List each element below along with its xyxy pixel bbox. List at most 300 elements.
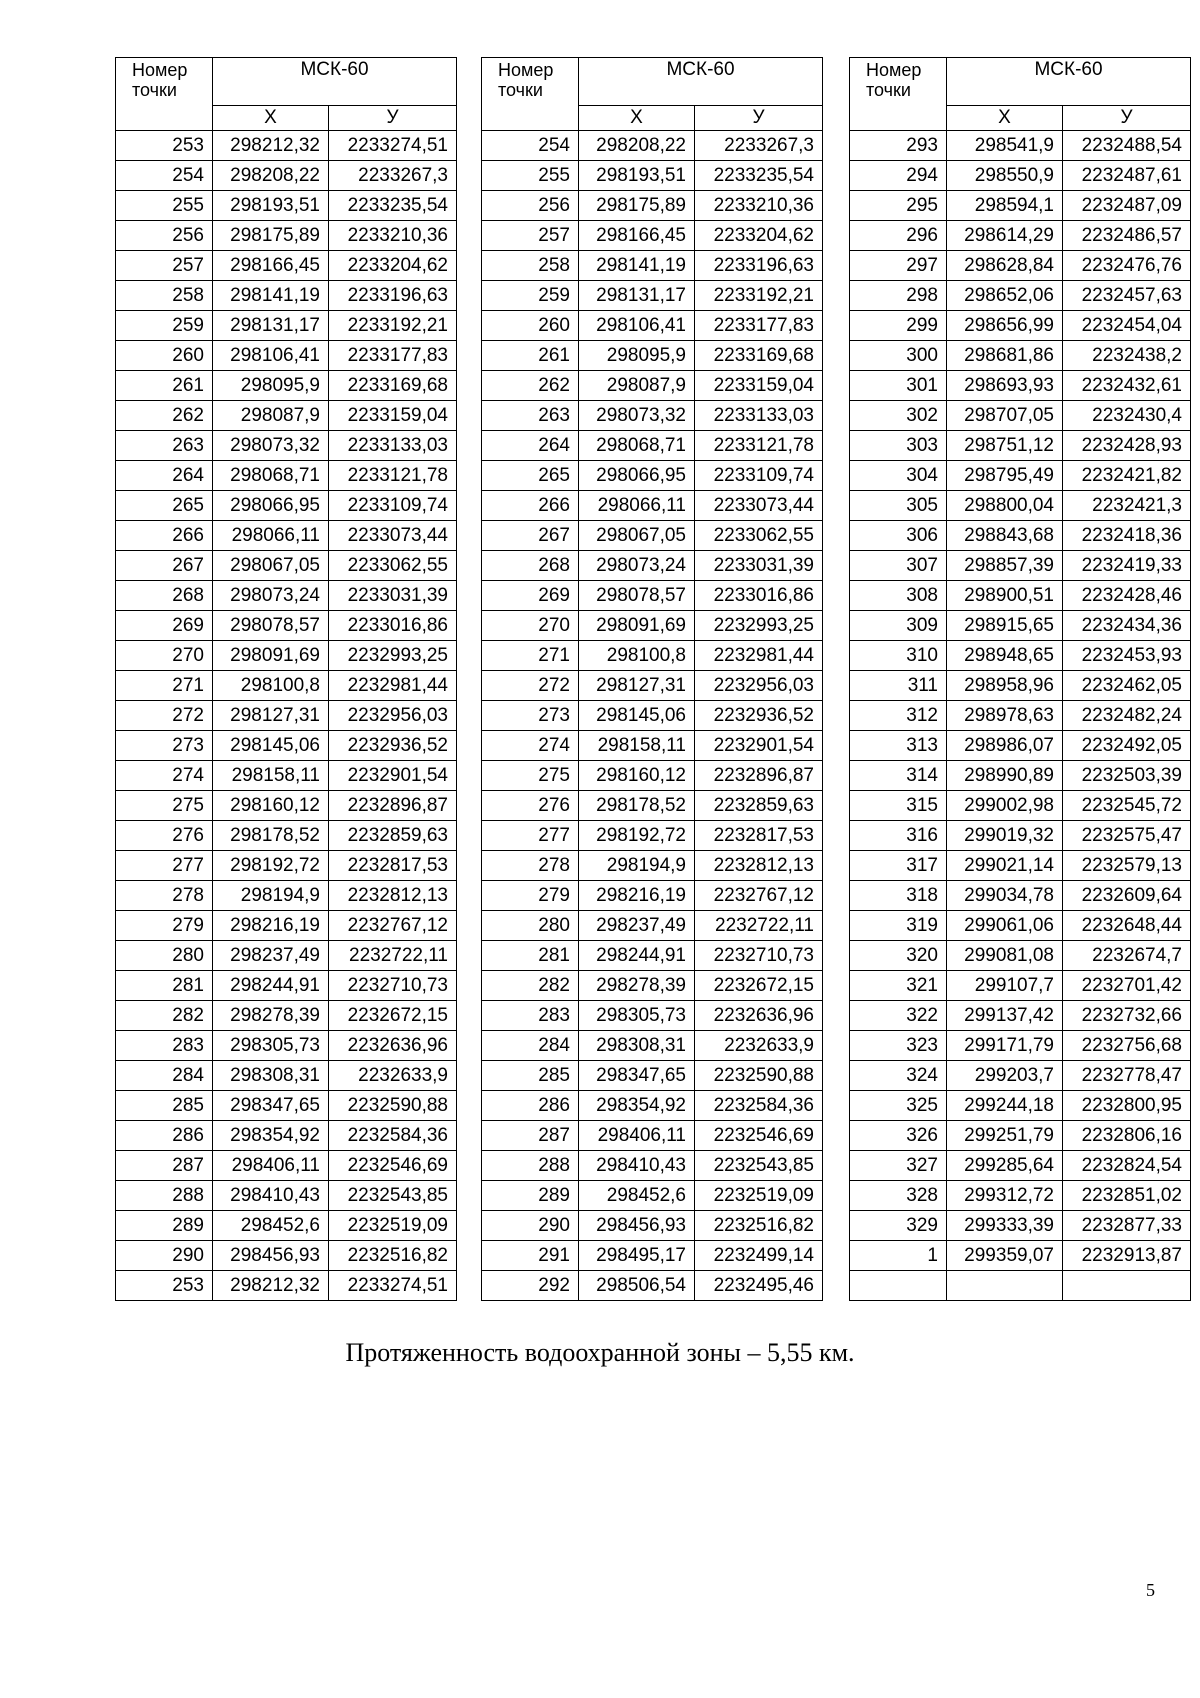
x-coordinate-cell: 298131,17 [213,311,329,341]
y-coordinate-cell: 2233210,36 [329,221,457,251]
table-row [850,1031,1191,1061]
point-number-cell: 309 [850,611,947,641]
table-row [482,191,823,221]
x-coordinate-cell: 298308,31 [579,1031,695,1061]
point-number-cell: 258 [482,251,579,281]
y-coordinate-cell: 2232428,46 [1063,581,1191,611]
x-coordinate-cell: 298456,93 [213,1241,329,1271]
table-row [482,581,823,611]
point-number-cell: 312 [850,701,947,731]
point-number-cell: 311 [850,671,947,701]
table-row [482,551,823,581]
table-row [850,161,1191,191]
y-coordinate-cell: 2232543,85 [695,1151,823,1181]
point-number-cell: 302 [850,401,947,431]
x-coordinate-cell: 298495,17 [579,1241,695,1271]
y-coordinate-cell: 2232648,44 [1063,911,1191,941]
point-number-cell: 266 [482,491,579,521]
table-row [116,761,457,791]
y-coordinate-cell: 2233196,63 [329,281,457,311]
table-row [116,131,457,161]
point-number-cell: 289 [482,1181,579,1211]
table-row [116,611,457,641]
x-coordinate-cell: 298067,05 [579,521,695,551]
x-coordinate-cell: 298550,9 [947,161,1063,191]
x-coordinate-cell: 298305,73 [579,1001,695,1031]
point-number-cell: 278 [482,851,579,881]
y-coordinate-cell: 2232851,02 [1063,1181,1191,1211]
point-number-cell: 276 [482,791,579,821]
y-coordinate-cell: 2232487,61 [1063,161,1191,191]
table-row [850,431,1191,461]
point-number-cell: 255 [116,191,213,221]
table-row [116,1211,457,1241]
x-coordinate-cell: 299107,7 [947,971,1063,1001]
point-number-cell: 262 [482,371,579,401]
x-coordinate-cell: 298278,39 [213,1001,329,1031]
x-coordinate-cell: 298278,39 [579,971,695,1001]
point-number-cell: 321 [850,971,947,1001]
table-row [850,1151,1191,1181]
y-coordinate-cell: 2232575,47 [1063,821,1191,851]
x-coordinate-cell: 298237,49 [579,911,695,941]
x-header: Х [579,106,695,131]
point-number-cell: 282 [482,971,579,1001]
table-row [850,851,1191,881]
y-coordinate-cell: 2232956,03 [695,671,823,701]
table-row [116,521,457,551]
x-coordinate-cell: 299203,7 [947,1061,1063,1091]
point-number-cell: 293 [850,131,947,161]
y-coordinate-cell: 2232710,73 [329,971,457,1001]
table-row [850,401,1191,431]
y-coordinate-cell: 2232432,61 [1063,371,1191,401]
x-coordinate-cell: 299359,07 [947,1241,1063,1271]
x-coordinate-cell [947,1271,1063,1301]
point-number-cell: 327 [850,1151,947,1181]
x-coordinate-cell: 298067,05 [213,551,329,581]
x-coordinate-cell: 298095,9 [579,341,695,371]
point-number-cell: 316 [850,821,947,851]
x-coordinate-cell: 298091,69 [579,611,695,641]
point-number-cell: 329 [850,1211,947,1241]
y-coordinate-cell: 2232609,64 [1063,881,1191,911]
x-coordinate-cell: 298452,6 [579,1181,695,1211]
table-row [850,1211,1191,1241]
y-coordinate-cell: 2232981,44 [695,641,823,671]
y-coordinate-cell: 2232434,36 [1063,611,1191,641]
x-coordinate-cell: 298354,92 [213,1121,329,1151]
point-number-cell: 255 [482,161,579,191]
point-number-cell: 260 [482,311,579,341]
point-number-cell: 253 [116,1271,213,1301]
table-row [482,941,823,971]
x-coordinate-cell: 298166,45 [213,251,329,281]
point-number-cell: 1 [850,1241,947,1271]
point-number-cell: 306 [850,521,947,551]
y-coordinate-cell: 2233169,68 [329,371,457,401]
table-row [850,1061,1191,1091]
point-number-cell: 301 [850,371,947,401]
y-coordinate-cell: 2232516,82 [695,1211,823,1241]
table-row [850,341,1191,371]
point-number-cell: 268 [116,581,213,611]
y-coordinate-cell: 2232824,54 [1063,1151,1191,1181]
point-number-cell: 285 [116,1091,213,1121]
table-row [850,131,1191,161]
y-coordinate-cell: 2232457,63 [1063,281,1191,311]
table-row [482,731,823,761]
y-coordinate-cell: 2232545,72 [1063,791,1191,821]
x-coordinate-cell: 298843,68 [947,521,1063,551]
table-row [850,1001,1191,1031]
table-row [116,281,457,311]
point-number-cell: 254 [116,161,213,191]
y-header: У [695,106,823,131]
x-coordinate-cell: 298158,11 [579,731,695,761]
x-coordinate-cell: 298452,6 [213,1211,329,1241]
x-coordinate-cell: 298541,9 [947,131,1063,161]
table-row [482,311,823,341]
x-coordinate-cell: 298158,11 [213,761,329,791]
y-coordinate-cell: 2232421,3 [1063,491,1191,521]
x-coordinate-cell: 298095,9 [213,371,329,401]
x-coordinate-cell: 298194,9 [213,881,329,911]
y-coordinate-cell: 2233235,54 [695,161,823,191]
y-coordinate-cell: 2233121,78 [329,461,457,491]
x-coordinate-cell: 298192,72 [579,821,695,851]
table-row [116,461,457,491]
point-number-cell: 288 [116,1181,213,1211]
point-number-cell: 280 [116,941,213,971]
y-header: У [1063,106,1191,131]
point-number-cell: 314 [850,761,947,791]
table-row [482,251,823,281]
table-row [850,911,1191,941]
y-coordinate-cell: 2232584,36 [695,1091,823,1121]
y-coordinate-cell: 2232756,68 [1063,1031,1191,1061]
table-row [850,221,1191,251]
table-row [482,461,823,491]
y-coordinate-cell: 2232633,9 [329,1061,457,1091]
table-row [116,881,457,911]
x-coordinate-cell: 298406,11 [213,1151,329,1181]
y-coordinate-cell: 2233235,54 [329,191,457,221]
table-row [116,581,457,611]
y-coordinate-cell: 2233177,83 [695,311,823,341]
table-body [116,131,457,1301]
table-row [116,1241,457,1271]
y-coordinate-cell: 2233196,63 [695,251,823,281]
y-coordinate-cell: 2232767,12 [329,911,457,941]
table-row [482,131,823,161]
y-coordinate-cell: 2232993,25 [695,611,823,641]
y-coordinate-cell: 2232722,11 [695,911,823,941]
x-coordinate-cell: 298506,54 [579,1271,695,1301]
x-coordinate-cell: 298100,8 [579,641,695,671]
x-coordinate-cell: 298127,31 [213,701,329,731]
point-number-cell: 283 [482,1001,579,1031]
y-coordinate-cell: 2233192,21 [329,311,457,341]
x-coordinate-cell: 298216,19 [213,911,329,941]
x-coordinate-cell: 298178,52 [579,791,695,821]
table-row [850,641,1191,671]
y-coordinate-cell: 2232462,05 [1063,671,1191,701]
table-row [850,611,1191,641]
point-number-cell: 325 [850,1091,947,1121]
point-number-cell: 276 [116,821,213,851]
y-coordinate-cell: 2232516,82 [329,1241,457,1271]
y-coordinate-cell: 2233016,86 [695,581,823,611]
point-number-cell: 261 [116,371,213,401]
table-row [850,701,1191,731]
point-number-cell: 269 [116,611,213,641]
table-row [850,461,1191,491]
point-number-cell [850,1271,947,1301]
table-row [116,1091,457,1121]
point-number-cell: 271 [482,641,579,671]
x-coordinate-cell: 298073,32 [579,401,695,431]
point-number-cell: 274 [116,761,213,791]
table-row [116,311,457,341]
point-number-cell: 283 [116,1031,213,1061]
x-coordinate-cell: 298915,65 [947,611,1063,641]
table-row [116,671,457,701]
point-number-cell: 295 [850,191,947,221]
y-coordinate-cell: 2232701,42 [1063,971,1191,1001]
table-row [482,491,823,521]
x-coordinate-cell: 298410,43 [579,1151,695,1181]
x-coordinate-cell: 299021,14 [947,851,1063,881]
x-coordinate-cell: 298986,07 [947,731,1063,761]
x-header: Х [947,106,1063,131]
point-number-cell: 271 [116,671,213,701]
x-coordinate-cell: 298628,84 [947,251,1063,281]
point-number-cell: 263 [482,401,579,431]
table-row [116,371,457,401]
table-row [482,371,823,401]
point-number-cell: 308 [850,581,947,611]
point-number-header [850,58,947,131]
table-row [482,341,823,371]
point-number-cell: 264 [482,431,579,461]
y-coordinate-cell: 2232812,13 [329,881,457,911]
point-number-cell: 263 [116,431,213,461]
table-row [850,311,1191,341]
y-coordinate-cell: 2233204,62 [329,251,457,281]
x-coordinate-cell: 298216,19 [579,881,695,911]
point-number-cell: 310 [850,641,947,671]
y-coordinate-cell: 2232817,53 [329,851,457,881]
x-coordinate-cell: 298652,06 [947,281,1063,311]
x-coordinate-cell: 298175,89 [213,221,329,251]
y-coordinate-cell: 2232546,69 [695,1121,823,1151]
x-coordinate-cell: 298087,9 [579,371,695,401]
y-coordinate-cell: 2233062,55 [329,551,457,581]
point-number-cell: 305 [850,491,947,521]
y-coordinate-cell: 2233031,39 [695,551,823,581]
x-coordinate-cell: 298594,1 [947,191,1063,221]
table-row [850,191,1191,221]
table-row [116,491,457,521]
point-number-cell: 274 [482,731,579,761]
table-row [482,1001,823,1031]
table-row [850,581,1191,611]
y-coordinate-cell: 2232896,87 [695,761,823,791]
table-row [116,941,457,971]
table-row [482,641,823,671]
point-number-cell: 267 [482,521,579,551]
x-coordinate-cell: 299285,64 [947,1151,1063,1181]
point-number-cell: 262 [116,401,213,431]
table-row [116,1121,457,1151]
point-number-cell: 319 [850,911,947,941]
y-coordinate-cell: 2232767,12 [695,881,823,911]
point-number-cell: 328 [850,1181,947,1211]
table-row [482,1121,823,1151]
table-row [850,521,1191,551]
y-coordinate-cell: 2232672,15 [329,1001,457,1031]
table-body [482,131,823,1301]
point-number-cell: 294 [850,161,947,191]
x-coordinate-cell: 298127,31 [579,671,695,701]
x-coordinate-cell: 298194,9 [579,851,695,881]
point-number-header [482,58,579,131]
x-coordinate-cell: 298410,43 [213,1181,329,1211]
table-row [116,851,457,881]
y-coordinate-cell: 2233267,3 [329,161,457,191]
x-coordinate-cell: 298091,69 [213,641,329,671]
x-coordinate-cell: 298106,41 [213,341,329,371]
point-number-cell: 277 [482,821,579,851]
point-number-cell: 290 [482,1211,579,1241]
table-row [116,1151,457,1181]
point-number-cell: 270 [482,611,579,641]
x-coordinate-cell: 298073,24 [213,581,329,611]
y-coordinate-cell: 2232800,95 [1063,1091,1191,1121]
y-coordinate-cell: 2232453,93 [1063,641,1191,671]
table-row [116,431,457,461]
x-coordinate-cell: 298106,41 [579,311,695,341]
y-coordinate-cell [1063,1271,1191,1301]
table-row [116,731,457,761]
point-number-cell: 300 [850,341,947,371]
point-number-cell: 267 [116,551,213,581]
system-header: МСК-60 [213,58,457,106]
table-row [850,821,1191,851]
point-number-cell: 256 [482,191,579,221]
point-number-cell: 291 [482,1241,579,1271]
system-header: МСК-60 [947,58,1191,106]
y-coordinate-cell: 2232590,88 [695,1061,823,1091]
point-number-cell: 304 [850,461,947,491]
table-row [116,701,457,731]
x-coordinate-cell: 298978,63 [947,701,1063,731]
coordinates-table-3 [849,57,1191,1301]
table-row [850,971,1191,1001]
x-coordinate-cell: 298681,86 [947,341,1063,371]
point-number-label: Номер точки [132,60,188,100]
table-row [850,281,1191,311]
point-number-cell: 285 [482,1061,579,1091]
y-coordinate-cell: 2232981,44 [329,671,457,701]
y-coordinate-cell: 2232913,87 [1063,1241,1191,1271]
point-number-cell: 257 [482,221,579,251]
table-row [482,881,823,911]
x-coordinate-cell: 298078,57 [213,611,329,641]
point-number-cell: 324 [850,1061,947,1091]
x-coordinate-cell: 298305,73 [213,1031,329,1061]
x-coordinate-cell: 298406,11 [579,1121,695,1151]
x-coordinate-cell: 298068,71 [213,461,329,491]
table-row [116,1061,457,1091]
x-coordinate-cell: 299333,39 [947,1211,1063,1241]
y-coordinate-cell: 2232492,05 [1063,731,1191,761]
y-header: У [329,106,457,131]
y-coordinate-cell: 2232486,57 [1063,221,1191,251]
x-coordinate-cell: 299081,08 [947,941,1063,971]
y-coordinate-cell: 2233192,21 [695,281,823,311]
x-coordinate-cell: 298347,65 [213,1091,329,1121]
table-row [482,821,823,851]
table-row [482,701,823,731]
x-coordinate-cell: 298456,93 [579,1211,695,1241]
x-coordinate-cell: 298693,93 [947,371,1063,401]
point-number-cell: 288 [482,1151,579,1181]
y-coordinate-cell: 2233267,3 [695,131,823,161]
table-row [482,401,823,431]
y-coordinate-cell: 2232482,24 [1063,701,1191,731]
point-number-cell: 259 [482,281,579,311]
point-number-cell: 272 [482,671,579,701]
x-coordinate-cell: 298066,95 [579,461,695,491]
point-number-cell: 287 [116,1151,213,1181]
point-number-cell: 278 [116,881,213,911]
x-coordinate-cell: 298244,91 [213,971,329,1001]
x-coordinate-cell: 298614,29 [947,221,1063,251]
y-coordinate-cell: 2232636,96 [329,1031,457,1061]
y-coordinate-cell: 2232519,09 [695,1181,823,1211]
x-coordinate-cell: 299034,78 [947,881,1063,911]
point-number-cell: 317 [850,851,947,881]
table-row [116,191,457,221]
point-number-cell: 286 [116,1121,213,1151]
x-coordinate-cell: 298237,49 [213,941,329,971]
x-coordinate-cell: 298178,52 [213,821,329,851]
y-coordinate-cell: 2232901,54 [695,731,823,761]
x-coordinate-cell: 298800,04 [947,491,1063,521]
y-coordinate-cell: 2232901,54 [329,761,457,791]
x-coordinate-cell: 298166,45 [579,221,695,251]
table-row [482,1061,823,1091]
y-coordinate-cell: 2233109,74 [695,461,823,491]
table-row [850,791,1191,821]
x-coordinate-cell: 298308,31 [213,1061,329,1091]
y-coordinate-cell: 2233274,51 [329,1271,457,1301]
y-coordinate-cell: 2233109,74 [329,491,457,521]
table-row [850,941,1191,971]
point-number-cell: 307 [850,551,947,581]
y-coordinate-cell: 2232454,04 [1063,311,1191,341]
point-number-cell: 275 [116,791,213,821]
point-number-cell: 259 [116,311,213,341]
x-coordinate-cell: 298354,92 [579,1091,695,1121]
x-coordinate-cell: 298066,95 [213,491,329,521]
y-coordinate-cell: 2232430,4 [1063,401,1191,431]
y-coordinate-cell: 2232418,36 [1063,521,1191,551]
point-number-label: Номер точки [498,60,554,100]
point-number-cell: 320 [850,941,947,971]
